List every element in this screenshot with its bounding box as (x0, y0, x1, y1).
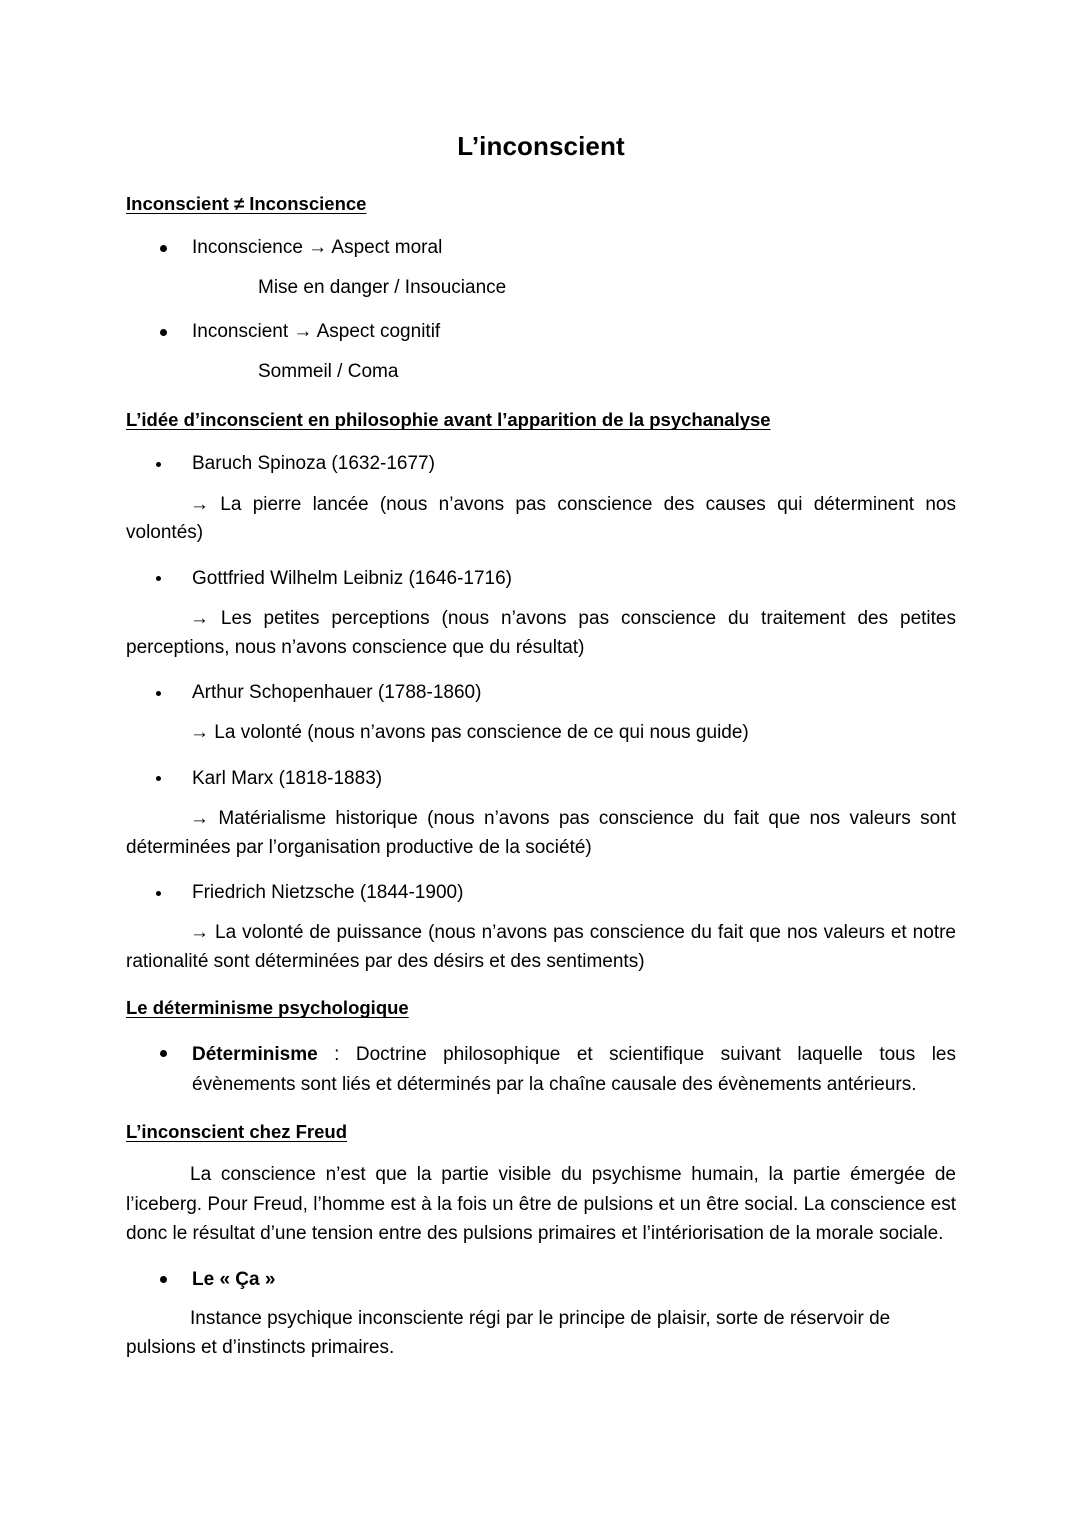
list-inconscient-inconscience (126, 236, 956, 260)
bullet-icon (160, 329, 167, 336)
list-le-ca (126, 1268, 956, 1292)
paragraph-freud-conscience: La conscience n’est que la partie visible du psychisme humain, la partie émergée de l’iceberg. Pour Freud, l’homme est à la fois un être de pulsions et un être social. La conscience est donc le résultat d’une tension entre des pulsions primaires et l’intériorisation de la morale sociale. (126, 1164, 956, 1245)
list-item (126, 320, 956, 344)
list-item (126, 452, 956, 476)
list-inconscient-cognitif (126, 320, 956, 344)
list-determinisme-definition (126, 1040, 956, 1099)
page-title: L’inconscient (457, 131, 625, 161)
subline-sommeil-coma: Sommeil / Coma (258, 361, 399, 383)
list-item (126, 681, 956, 705)
list-item-label: Inconscience → Aspect moral (192, 237, 443, 259)
bullet-icon (156, 691, 161, 696)
bullet-icon (160, 245, 167, 252)
philosopher-name: Baruch Spinoza (1632-1677) (192, 453, 435, 475)
list-philosopher-leibniz (126, 567, 956, 591)
definition-body: : Doctrine philosophique et scientifique suivant laquelle tous les évènements sont liés et déterminés par la chaîne causale des évènements antérieurs. (192, 1044, 956, 1095)
subline-mise-en-danger: Mise en danger / Insouciance (258, 277, 507, 299)
list-philosopher-nietzsche (126, 881, 956, 905)
paragraph-le-ca: Instance psychique inconsciente régi par le principe de plaisir, sorte de réservoir de pulsions et d’instincts primaires. (126, 1307, 891, 1359)
philosopher-note-spinoza: → La pierre lancée (nous n’avons pas conscience des causes qui déterminent nos volontés) (126, 493, 956, 544)
list-item-label: Inconscient → Aspect cognitif (192, 320, 441, 342)
subsection-label-le-ca: Le « Ça » (192, 1268, 276, 1290)
section-heading-determinisme-psychologique: Le déterminisme psychologique (126, 997, 409, 1019)
list-philosopher-schopenhauer (126, 681, 956, 705)
definition-term: Déterminisme (192, 1044, 318, 1066)
philosopher-note-schopenhauer: → La volonté (nous n’avons pas conscience de ce qui nous guide) (190, 722, 749, 744)
list-item (126, 236, 956, 260)
section-heading-inconscient-chez-freud: L’inconscient chez Freud (126, 1121, 348, 1143)
section-heading-idee-inconscient-philosophie: L’idée d’inconscient en philosophie avant l’apparition de la psychanalyse (126, 409, 771, 431)
list-item (126, 567, 956, 591)
list-philosopher-spinoza (126, 452, 956, 476)
list-item (126, 881, 956, 905)
document-content (126, 0, 956, 1363)
bullet-icon (160, 1050, 167, 1057)
philosopher-name: Gottfried Wilhelm Leibniz (1646-1716) (192, 567, 512, 589)
philosopher-note-leibniz: → Les petites perceptions (nous n’avons pas conscience du traitement des petites perceptions, nous n’avons conscience que du résultat) (126, 608, 956, 658)
bullet-icon (156, 776, 161, 781)
bullet-icon (160, 1276, 167, 1283)
philosopher-name: Karl Marx (1818-1883) (192, 767, 383, 789)
philosopher-name: Friedrich Nietzsche (1844-1900) (192, 882, 464, 904)
bullet-icon (156, 576, 161, 581)
bullet-icon (156, 462, 161, 467)
section-heading-inconscient-inconscience: Inconscient ≠ Inconscience (126, 193, 367, 215)
bullet-icon (156, 891, 161, 896)
list-item (126, 1040, 956, 1099)
philosopher-name: Arthur Schopenhauer (1788-1860) (192, 682, 482, 703)
philosopher-note-marx: → Matérialisme historique (nous n’avons pas conscience du fait que nos valeurs sont déterminées par l’organisation productive de la société) (126, 808, 956, 858)
list-philosopher-marx (126, 767, 956, 791)
list-item (126, 767, 956, 791)
list-item (126, 1268, 956, 1292)
philosopher-note-nietzsche: → La volonté de puissance (nous n’avons pas conscience du fait que nos valeurs et notre rationalité sont déterminées par des désirs et des sentiments) (126, 922, 956, 972)
